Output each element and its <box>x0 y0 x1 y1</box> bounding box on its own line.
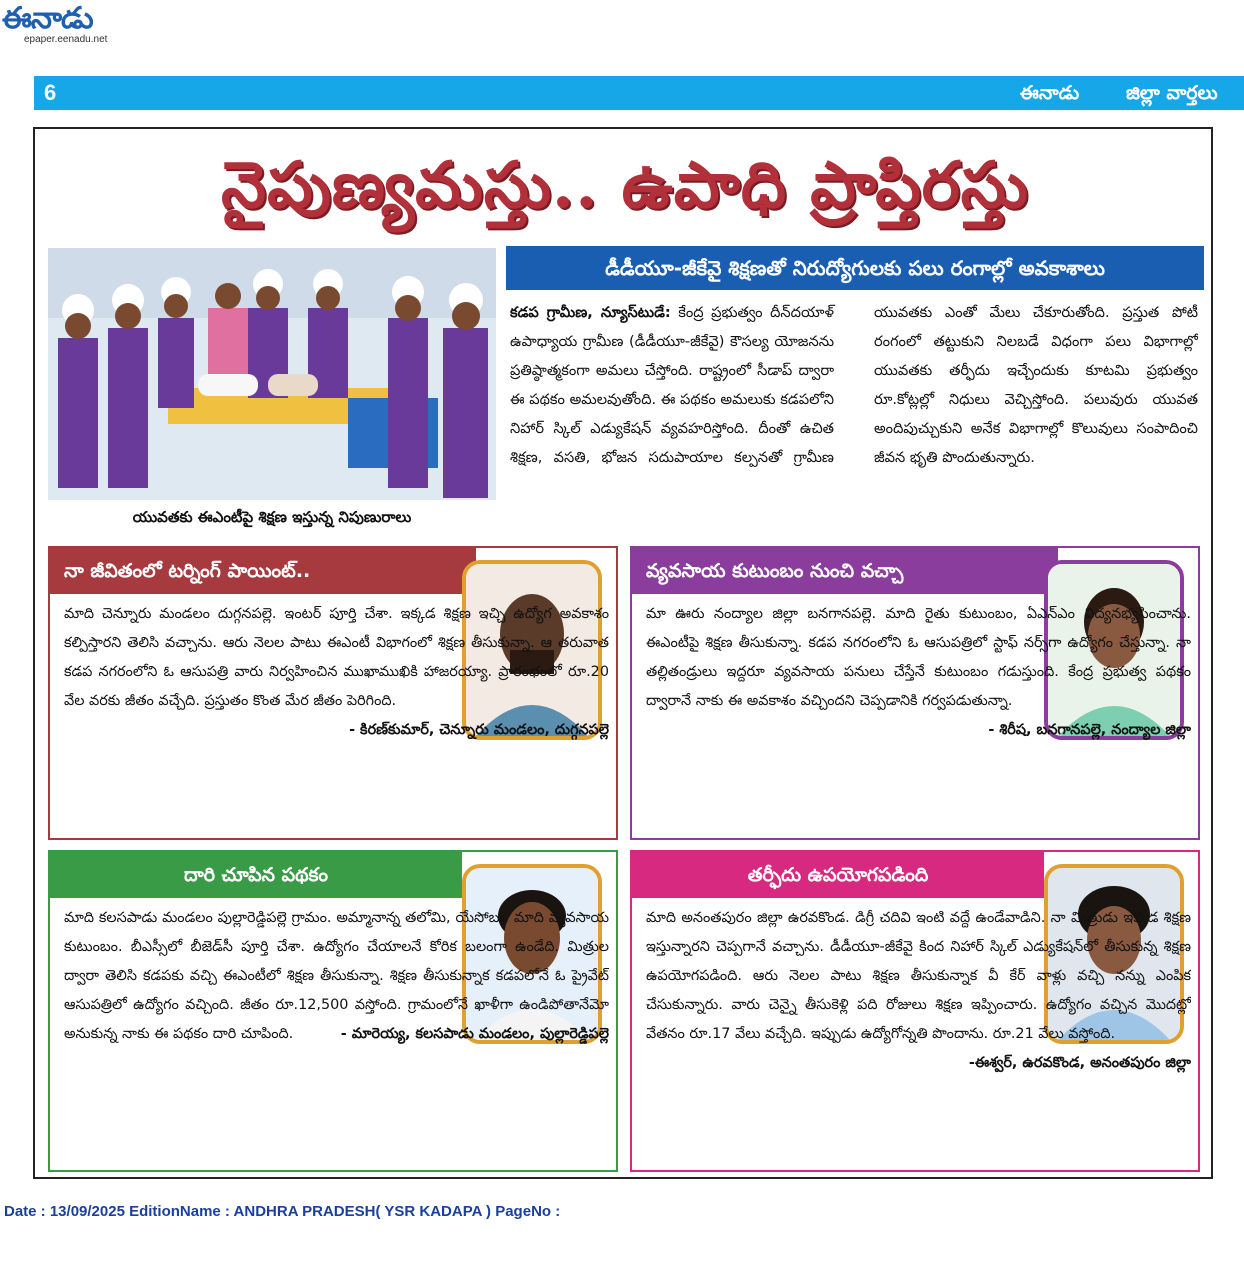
story-byline: - శిరీష, బనగానపల్లె, నంద్యాల జిల్లా <box>988 722 1191 738</box>
story-byline: - కిరణ్‌కుమార్, చెన్నూరు మండలం, దుగ్గనపల్లె <box>349 722 609 738</box>
intro-article <box>510 298 1198 534</box>
paper-name: ఈనాడు <box>1020 82 1080 104</box>
logo-site: epaper.eenadu.net <box>24 34 108 45</box>
eenadu-logo[interactable] <box>2 2 107 45</box>
story-text-block <box>64 904 609 1170</box>
edition-footer: Date : 13/09/2025 EditionName : ANDHRA PRADESH( YSR KADAPA ) PageNo : <box>4 1203 561 1220</box>
logo-text: ఈనాడు <box>2 1 93 36</box>
training-photo-illustration <box>48 248 496 500</box>
section-name: జిల్లా వార్తలు <box>1126 82 1218 104</box>
training-photo <box>48 248 496 500</box>
story-title: దారి చూపిన పథకం <box>50 852 462 898</box>
story-box-sirisha <box>630 546 1200 840</box>
story-text: మాది చెన్నూరు మండలం దుగ్గనపల్లె. ఇంటర్ పూర్తి చేశా. ఇక్కడ శిక్షణ ఇచ్చి ఉద్యోగ అవకాశం కల్పిస్తారని తెలిసి వచ్చాను. ఆరు నెలల పాటు ఈఎంటీ విభాగంలో శిక్షణ తీసుకున్నా. ఆ తరువాత కడప నగరంలోని ఓ ఆసుపత్రి వారు నిర్వహించిన ముఖాముఖికి హాజరయ్యా. ప్రారంభంలో రూ.20 వేల వరకు జీతం వచ్చేది. ప్రస్తుతం కొంత మేర జీతం పెరిగింది. <box>64 606 609 709</box>
story-text: మాది అనంతపురం జిల్లా ఉరవకొండ. డిగ్రీ చదివి ఇంటి వద్దే ఉండేవాడిని. నా మిత్రుడు ఇక్కడ శిక్షణ ఇస్తున్నారని చెప్పగానే వచ్చాను. డీడీయూ-జీకేవై కింద నిహార్ స్కిల్ ఎడ్యుకేషన్‌లో తీసుకున్న శిక్షణ ఉపయోగపడింది. ఆరు నెలల పాటు శిక్షణ తీసుకున్నాక వీ కేర్ వాళ్లు వచ్చి నన్ను ఎంపిక చేసుకున్నారు. వారు చెన్నై తీసుకెళ్లి పది రోజులు శిక్షణ ఇప్పించారు. ఉద్యోగం వచ్చిన మొదట్లో వేతనం రూ.17 వేలు వచ్చేది. ఇప్పుడు ఉద్యోగోన్నతి పొందాను. రూ.21 వేలు వస్తోంది. <box>646 910 1191 1042</box>
page-number: 6 <box>44 80 57 105</box>
story-text-block <box>64 600 609 838</box>
dateline: కడప గ్రామీణ, న్యూస్‌టుడే: <box>510 304 671 321</box>
story-text-block <box>646 904 1191 1170</box>
story-title: తర్ఫీదు ఉపయోగపడింది <box>632 852 1044 898</box>
story-text: మాది కలసపాడు మండలం పుల్లారెడ్డిపల్లె గ్రామం. అమ్మానాన్న తలోమి, యేసోబు. మాది వ్యవసాయ కుటుంబం. బీఎస్సీలో బీజెడ్‌సీ పూర్తి చేశా. ఉద్యోగం చేయాలనే కోరిక బలంగా ఉండేది. మిత్రుల ద్వారా తెలిసి కడపకు వచ్చి ఈఎంటీలో శిక్షణ తీసుకున్నా. శిక్షణ తీసుకున్నాక కడపలోనే ఓ ప్రైవేట్ ఆసుపత్రిలో ఉద్యోగం వచ్చింది. జీతం రూ.12,500 వస్తోంది. గ్రామంలోనే ఖాళీగా ఉండిపోతానేమో అనుకున్న నాకు ఈ పథకం దారి చూపింది. <box>64 910 609 1042</box>
story-byline: -ఈశ్వర్, ఉరవకొండ, అనంతపురం జిల్లా <box>968 1055 1191 1071</box>
story-text: మా ఊరు నంద్యాల జిల్లా బనగానపల్లె. మాది రైతు కుటుంబం, ఏఎన్ఎం విద్యనభ్యసించాను. ఈఎంటీపై శిక్షణ తీసుకున్నా. కడప నగరంలోని ఓ ఆసుపత్రిలో స్టాఫ్ నర్స్‌గా ఉద్యోగం చేస్తున్నా. నా తల్లితండ్రులు ఇద్దరూ వ్యవసాయ పనులు చేస్తేనే కుటుంబం గడుస్తుంది. కేంద్ర ప్రభుత్వ పథకం ద్వారానే నాకు ఈ అవకాశం వచ్చిందని చెప్పడానికి గర్వపడుతున్నా. <box>646 606 1191 709</box>
story-box-mareyya <box>48 850 618 1172</box>
story-title: వ్యవసాయ కుటుంబం నుంచి వచ్చా <box>632 548 1058 594</box>
story-box-eswar <box>630 850 1200 1172</box>
main-headline: నైపుణ్యమస్తు.. ఉపాధి ప్రాప్తిరస్తు <box>221 148 1029 223</box>
intro-body: కేంద్ర ప్రభుత్వం దీన్‌దయాళ్ ఉపాధ్యాయ గ్రామీణ (డీడీయూ-జీకేవై) కౌసల్య యోజనను ప్రతిష్ఠాత్మకంగా అమలు చేస్తోంది. రాష్ట్రంలో సీడాప్ ద్వారా ఈ పథకం అమలవుతోంది. ఈ పథకం అమలుకు కడపలోని నిహార్ స్కిల్ ఎడ్యుకేషన్ వ్యవహరిస్తోంది. దీంతో ఉచిత శిక్షణ, వసతి, భోజన సదుపాయాల కల్పనతో గ్రామీణ యువతకు ఎంతో మేలు చేకూరుతోంది. ప్రస్తుత పోటీ రంగంలో తట్టుకుని నిలబడే విధంగా పలు విభాగాల్లో యువతకు తర్ఫీదు ఇచ్చేందుకు కూటమి ప్రభుత్వం రూ.కోట్లల్లో నిధులు వెచ్చిస్తోంది. పలువురు యువత అందిపుచ్చుకుని అనేక విభాగాల్లో కొలువులు సంపాదించి జీవన భృతి పొందుతున్నారు. <box>510 304 1198 466</box>
story-byline: - మారెయ్య, కలసపాడు మండలం, పుల్లారెడ్డిపల్లె <box>340 1026 609 1042</box>
photo-caption: యువతకు ఈఎంటీపై శిక్షణ ఇస్తున్న నిపుణురాలు <box>132 508 412 526</box>
subheadline: డీడీయూ-జీకేవై శిక్షణతో నిరుద్యోగులకు పలు రంగాల్లో అవకాశాలు <box>506 246 1204 290</box>
story-box-kiran <box>48 546 618 840</box>
story-text-block <box>646 600 1191 838</box>
story-title: నా జీవితంలో టర్నింగ్ పాయింట్.. <box>50 548 476 594</box>
